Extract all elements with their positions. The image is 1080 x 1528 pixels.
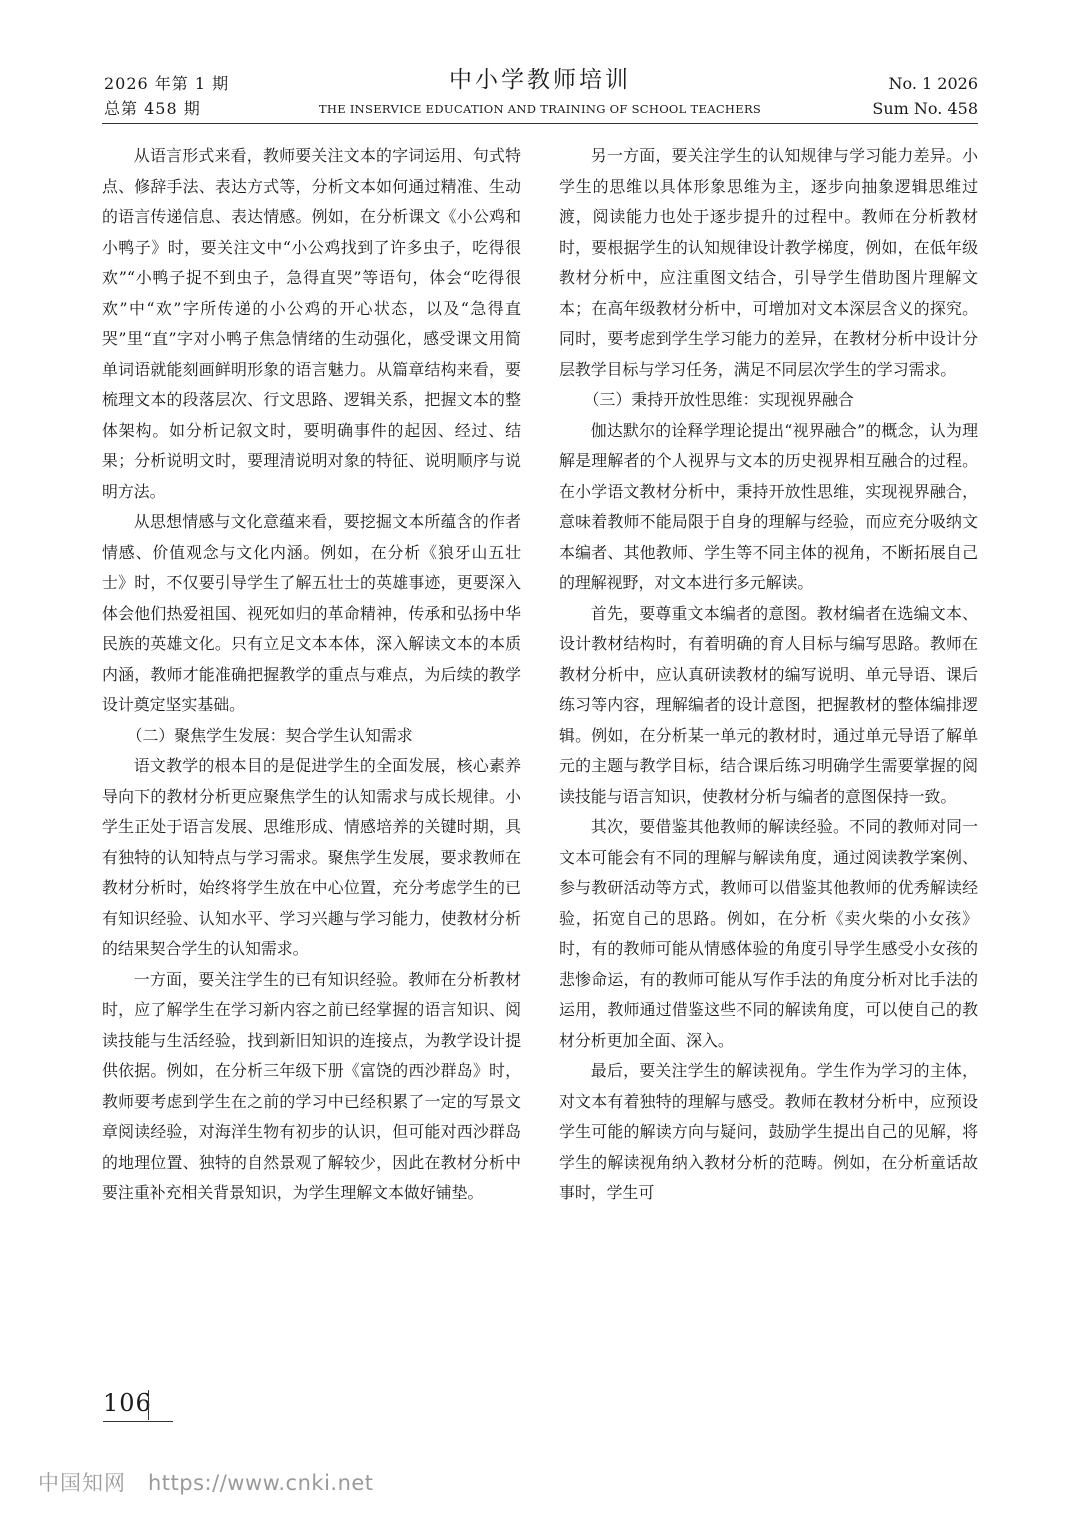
journal-title: 中小学教师培训 bbox=[449, 67, 631, 93]
sum-number-en: Sum No. 458 bbox=[872, 99, 978, 118]
paragraph: 伽达默尔的诠释学理论提出“视界融合”的概念，认为理解是理解者的个人视界与文本的历史视界相互融合的过程。在小学语文教材分析中，秉持开放性思维，实现视界融合，意味着教师不能局限于自身的理解与经验，而应充分吸纳文本编者、其他教师、学生等不同主体的视角，不断拓展自己的理解视野，对文本进行多元解读。 bbox=[559, 420, 978, 592]
cnki-logo-text: 中国知网 bbox=[38, 1471, 126, 1495]
journal-subtitle: THE INSERVICE EDUCATION AND TRAINING OF SCHOOL TEACHERS bbox=[318, 102, 762, 116]
section-heading: （三）秉持开放性思维：实现视界融合 bbox=[583, 390, 854, 409]
right-column bbox=[559, 141, 978, 1209]
paragraph: 从思想情感与文化意蕴来看，要挖掘文本所蕴含的作者情感、价值观念与文化内涵。例如，在分析《狼牙山五壮士》时，不仅要引导学生了解五壮士的英雄事迹，更要深入体会他们热爱祖国、视死如归的革命精神，传承和弘扬中华民族的英雄文化。只有立足文本本体，深入解读文本的本质内涵，教师才能准确把握教学的重点与难点，为后续的教学设计奠定坚实基础。 bbox=[102, 512, 521, 714]
paragraph: 一方面，要关注学生的已有知识经验。教师在分析教材时，应了解学生在学习新内容之前已经掌握的语言知识、阅读技能与生活经验，找到新旧知识的连接点，为教学设计提供依据。例如，在分析三年级下册《富饶的西沙群岛》时，教师要考虑到学生在之前的学习中已经积累了一定的写景文章阅读经验，对海洋生物有初步的认识，但可能对西沙群岛的地理位置、独特的自然景观了解较少，因此在教材分析中要注重补充相关背景知识，为学生理解文本做好铺垫。 bbox=[102, 969, 521, 1202]
issue-number-en: No. 1 2026 bbox=[888, 74, 978, 93]
section-heading: （二）聚焦学生发展：契合学生认知需求 bbox=[126, 725, 413, 745]
paragraph: 语文教学的根本目的是促进学生的全面发展，核心素养导向下的教材分析更应聚焦学生的认知需求与成长规律。小学生正处于语言发展、思维形成、情感培养的关键时期，具有独特的认知特点与学习需求。聚焦学生发展，要求教师在教材分析时，始终将学生放在中心位置，充分考虑学生的已有知识经验、认知水平、学习兴趣与学习能力，使教材分析的结果契合学生的认知需求。 bbox=[102, 756, 521, 958]
page-number-rule-vertical bbox=[148, 1390, 149, 1420]
watermark bbox=[38, 1468, 374, 1498]
paragraph: 首先，要尊重文本编者的意图。教材编者在选编文本、设计教材结构时，有着明确的育人目标与编写思路。教师在教材分析中，应认真研读教材的编写说明、单元导语、课后练习等内容，理解编者的设计意图，把握教材的整体编排逻辑。例如，在分析某一单元的教材时，通过单元导语了解单元的主题与教学目标，结合课后练习明确学生需要掌握的阅读技能与语言知识，使教材分析与编者的意图保持一致。 bbox=[559, 603, 978, 806]
page-number: 106 bbox=[103, 1389, 152, 1417]
paragraph: 从语言形式来看，教师要关注文本的字词运用、句式特点、修辞手法、表达方式等，分析文本如何通过精准、生动的语言传递信息、表达情感。例如，在分析课文《小公鸡和小鸭子》时，要关注文中“小公鸡找到了许多虫子，吃得很欢”“小鸭子捉不到虫子，急得直哭”等语句，体会“吃得很欢”中“欢”字所传递的小公鸡的开心状态，以及“急得直哭”里“直”字对小鸭子焦急情绪的生动强化，感受课文用简单词语就能刻画鲜明形象的语言魅力。从篇章结构来看，要梳理文本的段落层次、行文思路、逻辑关系，把握文本的整体架构。如分析记叙文时，要明确事件的起因、经过、结果；分析说明文时，要理清说明对象的特征、说明顺序与说明方法。 bbox=[102, 146, 521, 501]
page-number-rule-horizontal bbox=[103, 1421, 173, 1422]
paragraph: 另一方面，要关注学生的认知规律与学习能力差异。小学生的思维以具体形象思维为主，逐步向抽象逻辑思维过渡，阅读能力也处于逐步提升的过程中。教师在分析教材时，要根据学生的认知规律设计教学梯度，例如，在低年级教材分析中，应注重图文结合，引导学生借助图片理解文本；在高年级教材分析中，可增加对文本深层含义的探究。同时，要考虑到学生学习能力的差异，在教材分析中设计分层教学目标与学习任务，满足不同层次学生的学习需求。 bbox=[559, 146, 978, 379]
watermark-url[interactable]: https://www.cnki.net bbox=[148, 1471, 374, 1495]
issue-label: 2026 年第 1 期 bbox=[104, 74, 230, 93]
paragraph: 最后，要关注学生的解读视角。学生作为学习的主体，对文本有着独特的理解与感受。教师在教材分析中，应预设学生可能的解读方向与疑问，鼓励学生提出自己的见解，将学生的解读视角纳入教材分析的范畴。例如，在分析童话故事时，学生可 bbox=[559, 1061, 978, 1202]
paragraph: 其次，要借鉴其他教师的解读经验。不同的教师对同一文本可能会有不同的理解与解读角度，通过阅读教学案例、参与教研活动等方式，教师可以借鉴其他教师的优秀解读经验，拓宽自己的思路。例如，在分析《卖火柴的小女孩》时，有的教师可能从情感体验的角度引导学生感受小女孩的悲惨命运，有的教师可能从写作手法的角度分析对比手法的运用，教师通过借鉴这些不同的解读角度，可以使自己的教材分析更加全面、深入。 bbox=[559, 817, 978, 1050]
left-column bbox=[102, 141, 521, 1209]
total-issue-label: 总第 458 期 bbox=[104, 99, 201, 118]
header-rule bbox=[102, 123, 978, 124]
